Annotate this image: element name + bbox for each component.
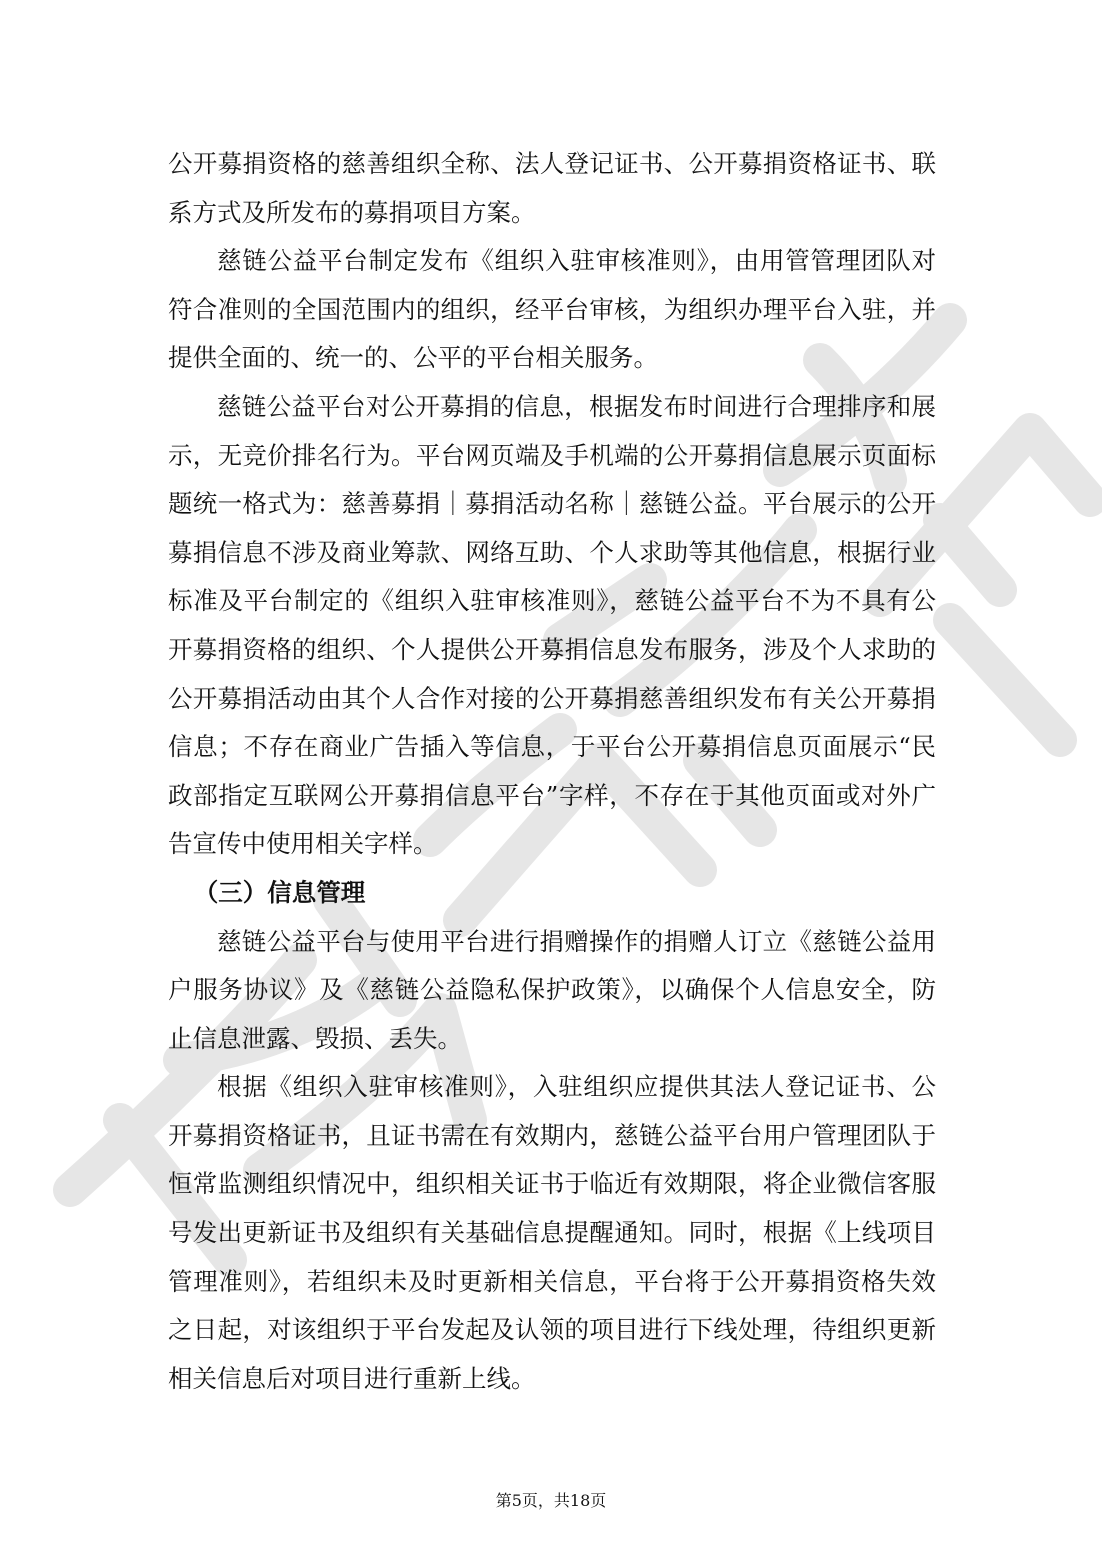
paragraph-certificate-management: 根据《组织入驻审核准则》，入驻组织应提供其法人登记证书、公开募捐资格证书，且证书需在有效期内，慈链公益平台用户管理团队于恒常监测组织情况中，组织相关证书于临近有效期限，将企业微信客服号发出更新证书及组织有关基础信息提醒通知。同时，根据《上线项目管理准则》，若组织未及时更新相关信息，平台将于公开募捐资格失效之日起，对该组织于平台发起及认领的项目进行下线处理，待组织更新相关信息后对项目进行重新上线。: [168, 1072, 936, 1393]
paragraph-privacy-agreement: 慈链公益平台与使用平台进行捐赠操作的捐赠人订立《慈链公益用户服务协议》及《慈链公益隐私保护政策》，以确保个人信息安全，防止信息泄露、毁损、丢失。: [168, 926, 936, 1053]
paragraph-continued: 公开募捐资格的慈善组织全称、法人登记证书、公开募捐资格证书、联系方式及所发布的募捐项目方案。: [168, 149, 936, 227]
paragraph-platform-rules: 慈链公益平台制定发布《组织入驻审核准则》，由用管管理团队对符合准则的全国范围内的组织，经平台审核，为组织办理平台入驻，并提供全面的、统一的、公平的平台相关服务。: [168, 246, 936, 373]
page-number: 第5页，共18页: [495, 1491, 607, 1510]
paragraph-information-display: 慈链公益平台对公开募捐的信息，根据发布时间进行合理排序和展示，无竞价排名行为。平台网页端及手机端的公开募捐信息展示页面标题统一格式为：慈善募捐｜募捐活动名称｜慈链公益。平台展示的公开募捐信息不涉及商业筹款、网络互助、个人求助等其他信息，根据行业标准及平台制定的《组织入驻审核准则》，慈链公益平台不为不具有公开募捐资格的组织、个人提供公开募捐信息发布服务，涉及个人求助的公开募捐活动由其个人合作对接的公开募捐慈善组织发布有关公开募捐信息；不存在商业广告插入等信息，于平台公开募捐信息页面展示“民政部指定互联网公开募捐信息平台”字样，不存在于其他页面或对外广告宣传中使用相关字样。: [168, 391, 936, 859]
section-heading: （三）信息管理: [193, 877, 366, 907]
document-body: [168, 140, 936, 1403]
